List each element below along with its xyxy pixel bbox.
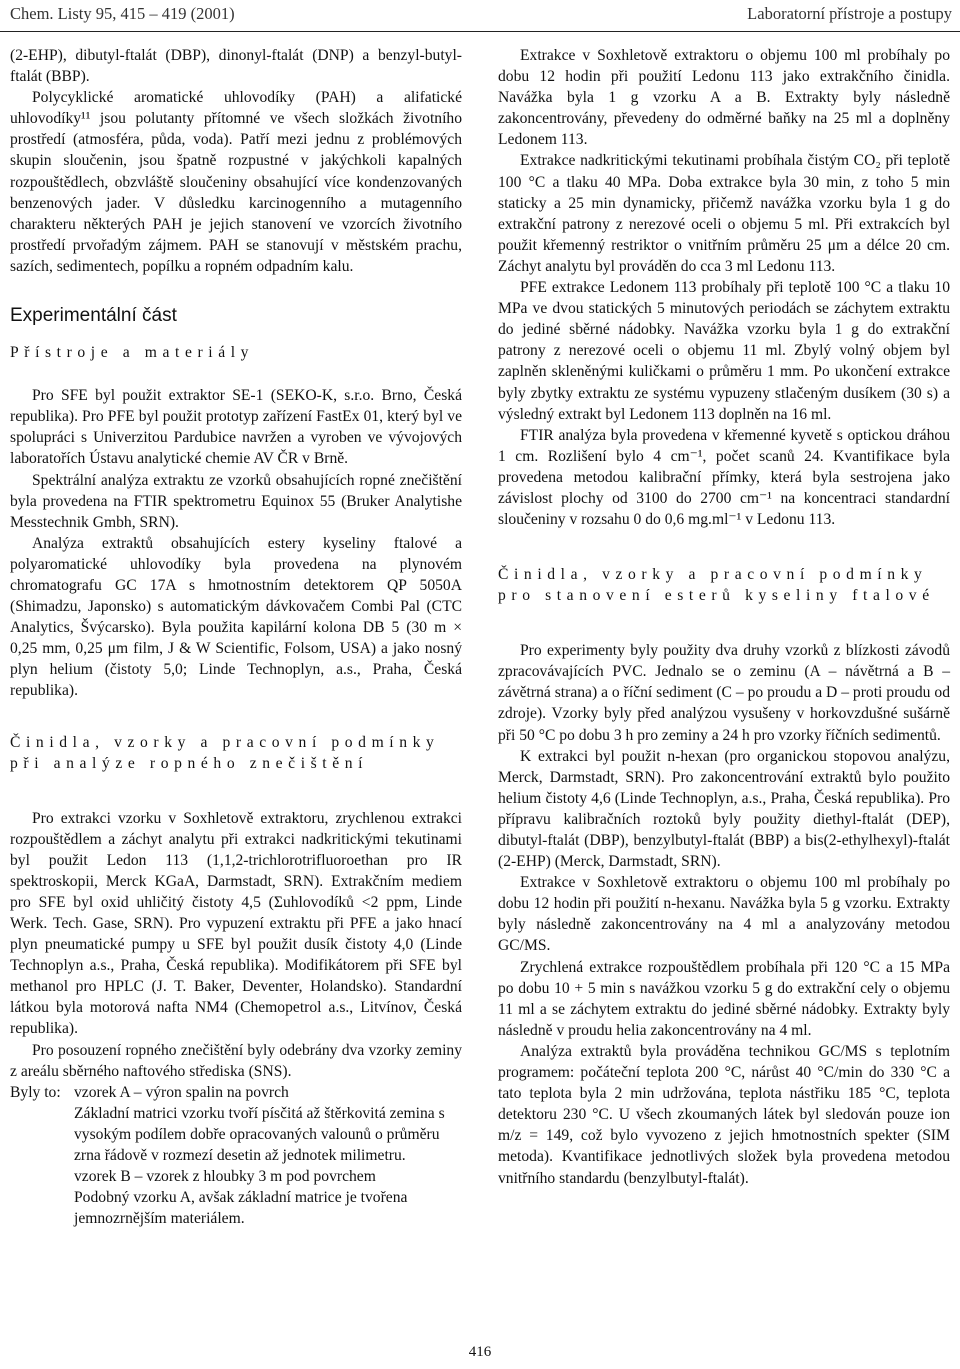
subsection-title (498, 564, 950, 606)
paragraph: Zrychlená extrakce rozpouštědlem probíhala při 120 °C a 15 MPa po dobu 10 + 5 min s navážkou vzorku 5 g do extrakční cely o objemu 11 ml a se záchytem extraktu do jediné sběrné nádobky. Extrakty byly následně v proudu helia zakoncentrovány na 4 ml. (498, 958, 950, 1039)
paragraph: Extrakce v Soxhletově extraktoru o objemu 100 ml probíhaly po dobu 12 hodin při použití n-hexanu. Navážka byla 5 g vzorku. Extrakty byly následně zakoncentrovány na 4 ml a analyzovány metodou GC/MS. (498, 874, 950, 955)
subsection-title-line: pro stanovení esterů kyseliny ftalové (498, 587, 935, 605)
paragraph: Pro posouzení ropného znečištění byly odebrány dva vzorky zeminy z areálu sběrného naftového střediska (SNS). (10, 1041, 462, 1080)
left-column (10, 45, 462, 1229)
subsection-title-line: Činidla, vzorky a pracovní podmínky (498, 566, 928, 584)
subsection-title (10, 732, 462, 774)
sample-list (10, 1082, 462, 1230)
sample-list-label: Byly to: (10, 1083, 61, 1101)
section-name: Laboratorní přístroje a postupy (747, 4, 952, 23)
intro-paragraph: (2-EHP), dibutyl-ftalát (DBP), dinonyl-ftalát (DNP) a benzyl-butyl-ftalát (BBP). (10, 47, 462, 86)
sample-b-title: vzorek B – vzorek z hloubky 3 m pod povrchem (74, 1168, 376, 1186)
header-rule (0, 31, 960, 32)
paragraph: FTIR analýza byla provedena v křemenné kyvetě s optickou dráhou 1 cm. Rozlišení bylo 4 cm⁻¹, počet scanů 24. Kvantifikace byla provedena metodou kalibrační přímky, která byla sestrojena jako závislost plochy od 3100 do 2700 cm⁻¹ na koncentraci standardní sloučeniny v rozsahu 0 do 0,6 mg.ml⁻¹ v Ledonu 113. (498, 426, 950, 529)
paragraph: Analýza extraktů obsahujících estery kyseliny ftalové a polyaromatické uhlovodíky byla provedena na plynovém chromatografu GC 17A s hmotnostním detektorem QP 5050A (Shimadzu, Japonsko) s automatickým dávkovačem Combi Pal (CTC Analytics, Švýcarsko). Byla použita kapilární kolona DB 5 (30 m × 0,25 mm, 0,25 μm film, J & W Scientific, Folsom, USA) a jako nosný plyn helium (čistoty 5,0; Linde Technoplyn, a.s., Praha, Česká republika). (10, 534, 462, 700)
paragraph: K extrakci byl použit n-hexan (pro organickou stopovou analýzu, Merck, Darmstadt, SRN). Pro zakoncentrování extraktů bylo použito helium čistoty 4,6 (Linde Technoplyn, a.s., Praha, Česká republika). Pro přípravu kalibračních roztoků byly použity diethyl-ftalát (DEP), dibutyl-ftalát (DBP), benzylbutyl-ftalát (BBP) a bis(2-ethylhexyl)-ftalát (2-EHP) (Merck, Darmstadt, SRN). (498, 747, 950, 871)
paragraph: Pro SFE byl použit extraktor SE-1 (SEKO-K, s.r.o. Brno, Česká republika). Pro PFE byl použit prototyp zařízení FastEx 01, který byl ve spolupráci s Univerzitou Pardubice navržen a vyroben ve vývojových laboratořích Ústavu analytické chemie AV ČR v Brně. (10, 387, 462, 468)
intro-paragraph: Polycyklické aromatické uhlovodíky (PAH) a alifatické uhlovodíky¹¹ jsou polutanty přítomné ve všech složkách životního prostředí (atmosféra, půda, voda). Patří mezi jednu z problémových skupin sloučenin, jsou špatně rozpustné v jakýchkoli kapalných rozpouštědlech, obzvláště sloučeniny obsahující více kondenzovaných benzenových jader. V důsledku karcinogenního a mutagenního charakteru některých PAH je jejich stanovení ve vzorcích životního prostředí prvořadým zájmem. PAH se stanovují v městském prachu, sazích, sedimentech, popílku a ropném odpadním kalu. (10, 89, 462, 275)
subsection-title-line: Přístroje a materiály (10, 344, 255, 362)
sample-list-items (74, 1082, 462, 1230)
paragraph: Spektrální analýza extraktu ze vzorků obsahujících ropné znečištění byla provedena na FTIR spektrometru Equinox 55 (Bruker Analytishe Messtechnik Gmbh, SRN). (10, 471, 462, 531)
subsection-title-line: při analýze ropného znečištění (10, 754, 369, 772)
paragraph: PFE extrakce Ledonem 113 probíhaly při teplotě 100 °C a tlaku 10 MPa ve dvou statických 5 minutových periodách se záchytem extraktu do jediné sběrné nádobky. Navážka vzorku byla 1 g do extrakční patrony z nerezové oceli o objemu 11 ml. Zbylý volný objem byl zaplněn skleněnými kuličkami o průměru 1 mm. Po ukončení extrakce byly zbytky extraktu ze systému vypuzeny stlačeným dusíkem (30 s) a výsledný extrakt byl Ledonem 113 doplněn na 16 ml. (498, 279, 950, 423)
page-number: 416 (468, 1344, 492, 1360)
right-column (498, 45, 950, 1189)
journal-citation: Chem. Listy 95, 415 – 419 (2001) (10, 4, 235, 23)
subsection-title (10, 342, 462, 363)
sample-a-description: Základní matrici vzorku tvoří písčitá až štěrkovitá zemina s vysokým podílem dobře opracovaných valounů o průměru zrna řádově v rozmezí desetin až jednotek milimetru. (74, 1104, 445, 1165)
sample-a-title: vzorek A – výron spalin na povrch (74, 1083, 289, 1101)
paragraph: Extrakce v Soxhletově extraktoru o objemu 100 ml probíhaly po dobu 12 hodin při použití Ledonu 113 jako extrakčního činidla. Navážka byla 1 g vzorku A a B. Extrakty byly následně zakoncentrovány, převedeny do odměrné baňky na 25 ml a doplněny Ledonem 113. (498, 47, 950, 149)
paragraph: Analýza extraktů byla prováděna technikou GC/MS s teplotním programem: počáteční teplota 200 °C, nárůst 40 °C/min do 330 °C a tato teplota byla 2 min udržována, teplota nástřiku 185 °C, teplota detektoru 230 °C. U všech zkoumaných látek byl sledován pouze ion m/z = 149, což bylo vyvozeno z jejich hmotnostních spekter (SIM metoda). Kvantifikace jednotlivých složek byla provedena metodou vnitřního standardu (benzylbutyl-ftalát). (498, 1042, 950, 1187)
subsection-title-line: Činidla, vzorky a pracovní podmínky (10, 733, 440, 751)
sample-b-description: Podobný vzorku A, avšak základní matrice je tvořena jemnozrnějším materiálem. (74, 1189, 408, 1228)
paragraph: Pro extrakci vzorku v Soxhletově extraktoru, zrychlenou extrakci rozpouštědlem a záchyt analytu při extrakci nadkritickými tekutinami byl použit Ledon 113 (1,1,2-trichlorotrifluoroethan pro IR spektroskopii, Merck KGaA, Darmstadt, SRN). Extrakčním mediem pro SFE byl oxid uhličitý čistoty 4,5 (Σuhlovodíků <2 ppm, Linde Werk. Tech. Gase, SRN). Pro vypuzení extraktu při PFE a jako hnací plyn pneumatické pumpy u SFE byl použit dusík čistoty 4,0 (Linde Technoplyn a.s., Praha, Česká republika). Modifikátorem při SFE byl methanol pro HPLC (J. T. Baker, Deventer, Holandsko). Standardní látkou byla motorová nafta NM4 (Chemopetrol a.s., Litvínov, Česká republika). (10, 809, 462, 1038)
paragraph: Extrakce nadkritickými tekutinami probíhala čistým CO₂ při teplotě 100 °C a tlaku 40 MPa. Doba extrakce byla 30 min, z toho 5 min staticky a 25 min dynamicky, přičemž navážka vzorku byla 1 g do extrakční patrony z nerezové oceli o objemu 5 ml. Při extrakcích byl použit křemenný restriktor o vnitřním průměru 25 μm a délce 20 cm. Záchyt analytu byl prováděn do cca 3 ml Ledonu 113. (498, 152, 950, 275)
section-title: Experimentální část (10, 305, 177, 327)
running-header (10, 4, 952, 26)
paragraph: Pro experimenty byly použity dva druhy vzorků z blízkosti závodů zpracovávajících PVC. Jednalo se o zeminu (A – návětrná a B – závětrná strana) a o říční sediment (C – po proudu a D – proti proudu od zdroje). Vzorky byly před analýzou vysušeny v horkovzdušné sušárně při 50 °C po dobu 3 h pro zeminy a 24 h pro vzorky říčních sedimentů. (498, 642, 950, 744)
